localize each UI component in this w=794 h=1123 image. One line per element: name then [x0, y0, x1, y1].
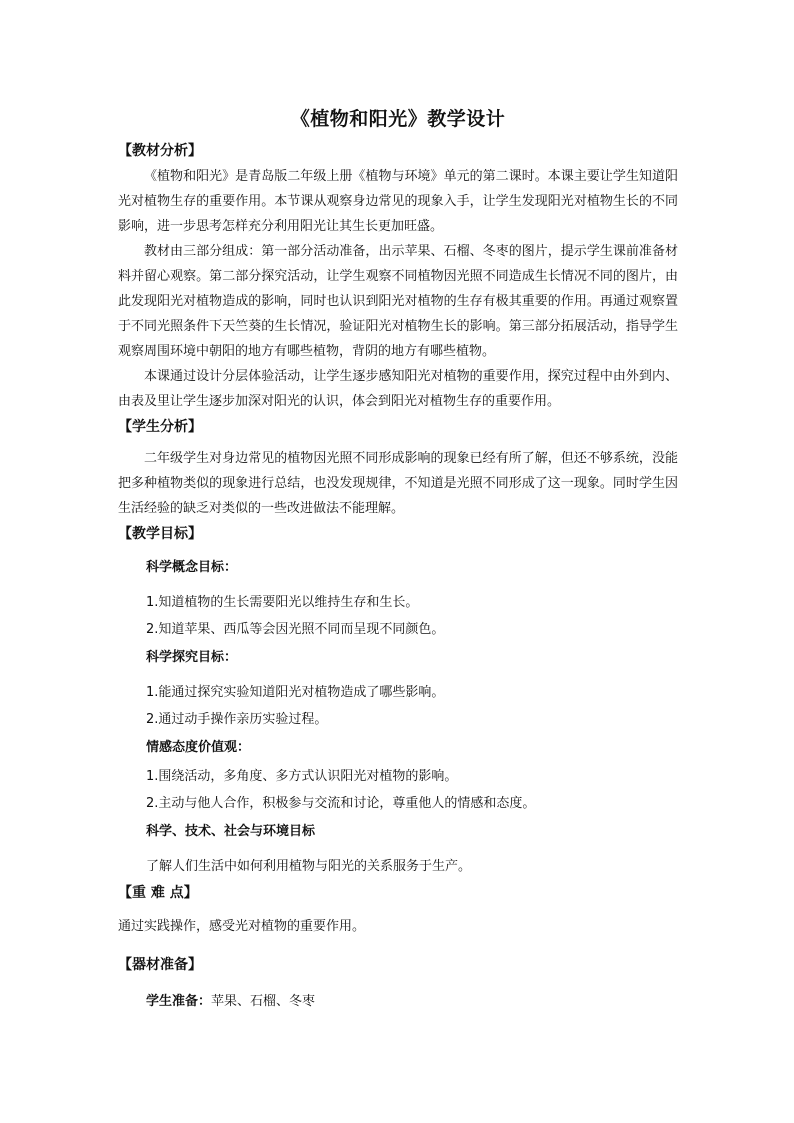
sts-goals-heading: 科学、技术、社会与环境目标 [146, 824, 316, 839]
attitude-goal-item: 1.围绕活动，多角度、多方式认识阳光对植物的影响。 [146, 769, 458, 784]
document-page [118, 100, 678, 1015]
concept-goals-heading: 科学概念目标： [146, 560, 238, 575]
section-heading-student-analysis: 【学生分析】 [118, 419, 202, 435]
sts-goal-text: 了解人们生活中如何利用植物与阳光的关系服务于生产。 [146, 859, 472, 874]
section-heading-teaching-goals: 【教学目标】 [118, 526, 202, 542]
inquiry-goal-item: 1.能通过探究实验知道阳光对植物造成了哪些影响。 [146, 685, 445, 700]
textbook-paragraph-3: 本课通过设计分层体验活动，让学生逐步感知阳光对植物的重要作用，探究过程中由外到内、由表及里让学生逐步加深对阳光的认识，体会到阳光对植物生存的重要作用。 [118, 369, 678, 409]
student-analysis-paragraph: 二年级学生对身边常见的植物因光照不同形成影响的现象已经有所了解，但还不够系统，没能把多种植物类似的现象进行总结，也没发现规律，不知道是光照不同形成了这一现象。同时学生因生活经验的缺乏对类似的一些改进做法不能理解。 [118, 451, 678, 516]
concept-goal-item: 2.知道苹果、西瓜等会因光照不同而呈现不同颜色。 [146, 622, 445, 637]
section-heading-materials: 【器材准备】 [118, 957, 202, 973]
attitude-goals-heading: 情感态度价值观： [146, 740, 251, 755]
key-points-text: 通过实践操作，感受光对植物的重要作用。 [118, 919, 366, 934]
student-materials-line [118, 988, 678, 1015]
concept-goal-item: 1.知道植物的生长需要阳光以维持生存和生长。 [146, 595, 419, 610]
student-materials-items: 苹果、石榴、冬枣 [211, 994, 316, 1009]
student-materials-label: 学生准备： [146, 994, 212, 1009]
inquiry-goals-heading: 科学探究目标： [146, 650, 238, 665]
document-title: 《植物和阳光》教学设计 [290, 108, 506, 130]
inquiry-goal-item: 2.通过动手操作亲历实验过程。 [146, 712, 328, 727]
textbook-paragraph-1: 《植物和阳光》是青岛版二年级上册《植物与环境》单元的第二课时。本课主要让学生知道阳光对植物生存的重要作用。本节课从观察身边常见的现象入手，让学生发现阳光对植物生长的不同影响，进一步思考怎样充分利用阳光让其生长更加旺盛。 [118, 169, 678, 234]
attitude-goal-item: 2.主动与他人合作，积极参与交流和讨论，尊重他人的情感和态度。 [146, 796, 536, 811]
section-heading-key-points: 【重 难 点】 [118, 885, 198, 901]
section-heading-textbook-analysis: 【教材分析】 [118, 143, 202, 159]
textbook-paragraph-2: 教材由三部分组成：第一部分活动准备，出示苹果、石榴、冬枣的图片，提示学生课前准备材料并留心观察。第二部分探究活动，让学生观察不同植物因光照不同造成生长情况不同的图片，由此发现阳光对植物造成的影响，同时也认识到阳光对植物的生存有极其重要的作用。再通过观察置于不同光照条件下天竺葵的生长情况，验证阳光对植物生长的影响。第三部分拓展活动，指导学生观察周围环境中朝阳的地方有哪些植物，背阴的地方有哪些植物。 [118, 244, 678, 359]
